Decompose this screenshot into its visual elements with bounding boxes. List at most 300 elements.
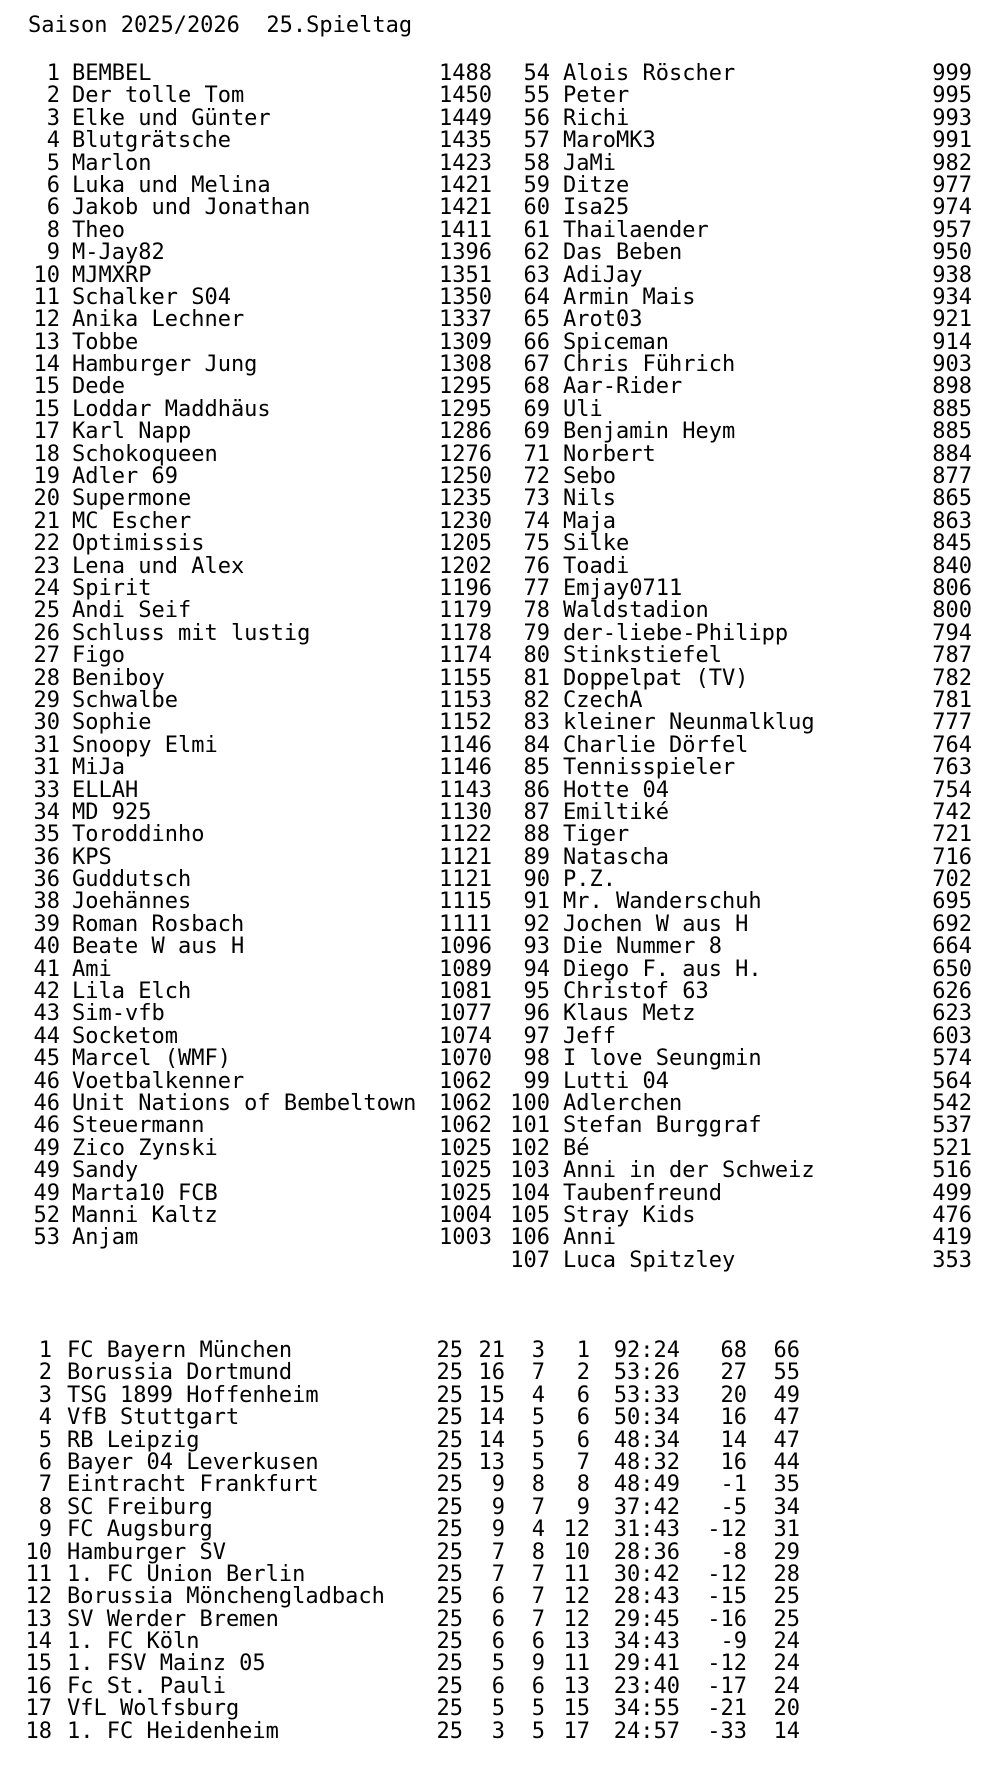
player-rank: 58	[523, 150, 550, 176]
player-rank: 9	[46, 240, 60, 266]
player-name: Beniboy	[72, 665, 165, 691]
player-score: 777	[932, 710, 972, 736]
team-rank: 9	[38, 1517, 52, 1543]
player-score: 840	[932, 553, 972, 579]
player-name: Snoopy Elmi	[72, 732, 218, 758]
standings-row	[503, 242, 1006, 264]
player-rank: 45	[33, 1046, 60, 1072]
player-score: 721	[932, 822, 972, 848]
player-name: M-Jay82	[72, 240, 165, 266]
player-score: 950	[932, 240, 972, 266]
player-rank: 30	[33, 710, 60, 736]
player-score: 800	[932, 598, 972, 624]
player-name: Sebo	[563, 464, 616, 490]
player-score: 863	[932, 508, 972, 534]
player-score: 885	[932, 396, 972, 422]
standings-row	[0, 732, 503, 758]
player-rank: 64	[523, 284, 550, 310]
standings-row	[503, 687, 1006, 713]
player-rank: 31	[33, 755, 60, 781]
player-rank: 93	[523, 934, 550, 960]
team-goal-diff: -16	[707, 1606, 747, 1632]
player-score: 692	[932, 911, 972, 937]
team-goal-diff: -17	[707, 1673, 747, 1699]
player-name: Isa25	[563, 195, 630, 221]
team-draws: 5	[531, 1718, 545, 1744]
player-name: Ami	[72, 956, 112, 982]
standings-row	[0, 329, 503, 355]
standings-row	[0, 1090, 503, 1116]
player-rank: 99	[523, 1068, 550, 1094]
player-score: 1435	[439, 128, 492, 154]
standings-row	[0, 1135, 503, 1161]
player-score: 885	[932, 419, 972, 445]
player-score: 1004	[439, 1202, 492, 1228]
team-points: 28	[773, 1561, 800, 1587]
player-rank: 85	[523, 755, 550, 781]
team-draws: 4	[531, 1517, 545, 1543]
team-losses: 6	[576, 1382, 590, 1408]
player-name: AdiJay	[563, 262, 643, 288]
player-name: Spiceman	[563, 329, 669, 355]
player-score: 754	[932, 777, 972, 803]
player-score: 1077	[439, 1001, 492, 1027]
player-rank: 87	[523, 799, 550, 825]
standings-row	[0, 354, 503, 376]
team-goal-diff: -12	[707, 1561, 747, 1587]
team-goal-diff: 16	[720, 1405, 747, 1431]
team-wins: 14	[478, 1405, 505, 1431]
player-rank: 25	[33, 598, 60, 624]
league-table-row	[0, 1449, 1006, 1475]
player-name: Anni in der Schweiz	[563, 1158, 815, 1184]
team-goal-diff: 16	[720, 1449, 747, 1475]
standings-row	[0, 824, 503, 846]
team-points: 35	[773, 1472, 800, 1498]
standings-row	[0, 1048, 503, 1070]
league-table-row	[0, 1382, 1006, 1408]
team-name: VfB Stuttgart	[67, 1405, 240, 1431]
player-rank: 101	[510, 1113, 550, 1139]
player-score: 537	[932, 1113, 972, 1139]
league-table-row	[0, 1606, 1006, 1632]
player-name: MiJa	[72, 755, 125, 781]
player-rank: 60	[523, 195, 550, 221]
team-name: Fc St. Pauli	[67, 1673, 226, 1699]
player-score: 781	[932, 687, 972, 713]
standings-row	[0, 799, 503, 825]
player-score: 1115	[439, 889, 492, 915]
team-goal-diff: -5	[720, 1494, 747, 1520]
standings-row	[503, 197, 1006, 219]
player-rank: 91	[523, 889, 550, 915]
player-score: 1062	[439, 1068, 492, 1094]
player-name: Elke und Günter	[72, 105, 271, 131]
player-score: 1081	[439, 979, 492, 1005]
player-rank: 69	[523, 419, 550, 445]
player-name: Marta10 FCB	[72, 1180, 218, 1206]
player-name: Peter	[563, 83, 630, 109]
player-name: Emjay0711	[563, 575, 683, 601]
player-name: Chris Führich	[563, 352, 736, 378]
team-goal-diff: -12	[707, 1517, 747, 1543]
player-name: Sophie	[72, 710, 152, 736]
player-score: 1411	[439, 217, 492, 243]
league-table-row	[0, 1718, 1006, 1744]
team-rank: 18	[25, 1718, 52, 1744]
player-rank: 46	[33, 1090, 60, 1116]
standings-row	[503, 63, 1006, 85]
team-points: 25	[773, 1606, 800, 1632]
player-rank: 17	[33, 419, 60, 445]
team-goal-diff: 68	[720, 1338, 747, 1363]
player-score: 1122	[439, 822, 492, 848]
player-name: Loddar Maddhäus	[72, 396, 271, 422]
team-name: Borussia Mönchengladbach	[67, 1584, 385, 1610]
team-losses: 12	[563, 1606, 590, 1632]
league-table-row	[0, 1427, 1006, 1453]
player-name: Diego F. aus H.	[563, 956, 762, 982]
player-score: 787	[932, 643, 972, 669]
standings-row	[503, 130, 1006, 152]
standings-row	[0, 891, 503, 913]
player-rank: 27	[33, 643, 60, 669]
team-name: FC Augsburg	[67, 1517, 213, 1543]
player-score: 564	[932, 1068, 972, 1094]
player-score: 991	[932, 128, 972, 154]
team-games: 25	[436, 1338, 463, 1363]
player-name: Der tolle Tom	[72, 83, 245, 109]
player-rank: 95	[523, 979, 550, 1005]
team-losses: 6	[576, 1405, 590, 1431]
league-table-row	[0, 1586, 1006, 1608]
standings-row	[0, 1023, 503, 1049]
player-score: 884	[932, 441, 972, 467]
standings-row	[0, 712, 503, 734]
team-name: SC Freiburg	[67, 1494, 213, 1520]
standings-row	[503, 1048, 1006, 1070]
player-name: Maja	[563, 508, 616, 534]
team-draws: 7	[531, 1606, 545, 1632]
player-name: Tiger	[563, 822, 630, 848]
team-name: VfL Wolfsburg	[67, 1696, 240, 1722]
standings-row	[0, 981, 503, 1003]
team-name: Borussia Dortmund	[67, 1360, 293, 1386]
player-name: Optimissis	[72, 531, 205, 557]
team-wins: 7	[491, 1561, 505, 1587]
standings-row	[0, 217, 503, 243]
team-goal-diff: -33	[707, 1718, 747, 1744]
player-name: MD 925	[72, 799, 152, 825]
player-rank: 75	[523, 531, 550, 557]
standings-row	[503, 1135, 1006, 1161]
team-games: 25	[436, 1673, 463, 1699]
standings-row	[503, 466, 1006, 488]
player-rank: 102	[510, 1135, 550, 1161]
team-draws: 7	[531, 1584, 545, 1610]
standings-row	[0, 553, 503, 579]
player-score: 574	[932, 1046, 972, 1072]
player-score: 1202	[439, 553, 492, 579]
team-losses: 9	[576, 1494, 590, 1520]
player-name: Schwalbe	[72, 687, 178, 713]
player-rank: 49	[33, 1180, 60, 1206]
player-rank: 67	[523, 352, 550, 378]
player-name: MaroMK3	[563, 128, 656, 154]
player-rank: 103	[510, 1158, 550, 1184]
player-name: MC Escher	[72, 508, 192, 534]
player-name: Mr. Wanderschuh	[563, 889, 762, 915]
player-rank: 69	[523, 396, 550, 422]
standings-row	[503, 799, 1006, 825]
player-name: Jeff	[563, 1023, 616, 1049]
player-score: 742	[932, 799, 972, 825]
player-rank: 36	[33, 844, 60, 870]
player-rank: 59	[523, 172, 550, 198]
player-name: Adler 69	[72, 464, 178, 490]
standings-row	[503, 1247, 1006, 1273]
team-points: 44	[773, 1449, 800, 1475]
team-draws: 5	[531, 1696, 545, 1722]
team-name: TSG 1899 Hoffenheim	[67, 1382, 319, 1408]
player-name: Taubenfreund	[563, 1180, 722, 1206]
player-rank: 73	[523, 486, 550, 512]
standings-row	[503, 844, 1006, 870]
player-name: Nils	[563, 486, 616, 512]
standings-row	[503, 981, 1006, 1003]
player-rank: 62	[523, 240, 550, 266]
player-score: 977	[932, 172, 972, 198]
player-score: 1488	[439, 61, 492, 86]
league-table	[0, 1340, 1006, 1743]
standings-row	[503, 508, 1006, 534]
player-name: Roman Rosbach	[72, 911, 245, 937]
player-score: 1025	[439, 1158, 492, 1184]
player-rank: 97	[523, 1023, 550, 1049]
player-score: 1130	[439, 799, 492, 825]
team-name: Hamburger SV	[67, 1539, 226, 1565]
player-score: 695	[932, 889, 972, 915]
league-table-row	[0, 1561, 1006, 1587]
player-name: Spirit	[72, 575, 152, 601]
player-name: Jakob und Jonathan	[72, 195, 311, 221]
player-score: 993	[932, 105, 972, 131]
player-score: 982	[932, 150, 972, 176]
standings-row	[0, 262, 503, 288]
standings-row	[503, 712, 1006, 734]
player-score: 516	[932, 1158, 972, 1184]
team-rank: 13	[25, 1606, 52, 1632]
standings-row	[503, 488, 1006, 510]
player-rank: 79	[523, 620, 550, 646]
team-draws: 9	[531, 1651, 545, 1677]
player-rank: 52	[33, 1202, 60, 1228]
player-rank: 81	[523, 665, 550, 691]
player-name: Christof 63	[563, 979, 709, 1005]
standings-row	[0, 197, 503, 219]
team-name: Eintracht Frankfurt	[67, 1472, 319, 1498]
player-rank: 74	[523, 508, 550, 534]
player-name: Jochen W aus H	[563, 911, 749, 937]
team-games: 25	[436, 1427, 463, 1453]
team-losses: 11	[563, 1561, 590, 1587]
standings-row	[503, 1160, 1006, 1182]
player-name: Joehännes	[72, 889, 192, 915]
standings-row	[0, 1003, 503, 1025]
player-name: Anjam	[72, 1225, 139, 1251]
standings-row	[503, 911, 1006, 937]
player-name: Adlerchen	[563, 1090, 683, 1116]
standings-row	[503, 172, 1006, 198]
team-losses: 17	[563, 1718, 590, 1744]
team-games: 25	[436, 1629, 463, 1655]
standings-row	[0, 63, 503, 85]
team-draws: 7	[531, 1494, 545, 1520]
team-points: 47	[773, 1405, 800, 1431]
standings-row	[503, 600, 1006, 622]
standings-row	[503, 1068, 1006, 1094]
player-score: 974	[932, 195, 972, 221]
player-score: 999	[932, 61, 972, 86]
player-name: Klaus Metz	[563, 1001, 696, 1027]
player-name: Sim-vfb	[72, 1001, 165, 1027]
player-score: 877	[932, 464, 972, 490]
player-rank: 20	[33, 486, 60, 512]
standings-row	[0, 600, 503, 622]
player-name: Lutti 04	[563, 1068, 669, 1094]
player-score: 1295	[439, 396, 492, 422]
player-rank: 96	[523, 1001, 550, 1027]
standings-row	[0, 85, 503, 107]
team-points: 29	[773, 1539, 800, 1565]
player-name: Schokoqueen	[72, 441, 218, 467]
standings-row	[503, 1115, 1006, 1137]
standings-left-column	[0, 63, 503, 1250]
team-goal-diff: 14	[720, 1427, 747, 1453]
player-name: Blutgrätsche	[72, 128, 231, 154]
team-wins: 16	[478, 1360, 505, 1386]
standings-row	[0, 242, 503, 264]
player-score: 1205	[439, 531, 492, 557]
team-wins: 14	[478, 1427, 505, 1453]
player-name: P.Z.	[563, 867, 616, 893]
team-games: 25	[436, 1449, 463, 1475]
player-rank: 42	[33, 979, 60, 1005]
standings-row	[0, 665, 503, 691]
player-score: 763	[932, 755, 972, 781]
player-name: BEMBEL	[72, 61, 152, 86]
player-name: ELLAH	[72, 777, 139, 803]
standings-row	[503, 824, 1006, 846]
standings-row	[503, 309, 1006, 331]
player-rank: 83	[523, 710, 550, 736]
team-games: 25	[436, 1539, 463, 1565]
player-rank: 61	[523, 217, 550, 243]
team-points: 25	[773, 1584, 800, 1610]
player-score: 782	[932, 665, 972, 691]
team-losses: 7	[576, 1449, 590, 1475]
standings-row	[0, 130, 503, 152]
player-name: Schluss mit lustig	[72, 620, 311, 646]
player-name: Benjamin Heym	[563, 419, 736, 445]
team-games: 25	[436, 1382, 463, 1408]
player-score: 1096	[439, 934, 492, 960]
team-wins: 7	[491, 1539, 505, 1565]
player-score: 1152	[439, 710, 492, 736]
player-rank: 104	[510, 1180, 550, 1206]
player-name: Zico Zynski	[72, 1135, 218, 1161]
player-rank: 49	[33, 1158, 60, 1184]
team-wins: 15	[478, 1382, 505, 1408]
player-name: Voetbalkenner	[72, 1068, 245, 1094]
standings-row	[503, 284, 1006, 310]
player-name: Ditze	[563, 172, 630, 198]
player-score: 650	[932, 956, 972, 982]
team-points: 34	[773, 1494, 800, 1520]
standings-row	[0, 284, 503, 310]
player-name: Guddutsch	[72, 867, 192, 893]
standings-row	[503, 869, 1006, 891]
player-rank: 39	[33, 911, 60, 937]
team-wins: 9	[491, 1517, 505, 1543]
standings-row	[503, 757, 1006, 779]
league-table-row	[0, 1653, 1006, 1675]
league-table-row	[0, 1519, 1006, 1541]
standings-row	[0, 1115, 503, 1137]
team-games: 25	[436, 1517, 463, 1543]
player-rank: 18	[33, 441, 60, 467]
standings-row	[0, 1202, 503, 1228]
player-score: 794	[932, 620, 972, 646]
team-goals: 30:42	[613, 1561, 680, 1587]
player-rank: 105	[510, 1202, 550, 1228]
player-name: Karl Napp	[72, 419, 192, 445]
player-name: Luka und Melina	[72, 172, 271, 198]
player-rank: 6	[46, 195, 60, 221]
player-score: 1070	[439, 1046, 492, 1072]
standings-row	[503, 217, 1006, 243]
player-score: 1351	[439, 262, 492, 288]
league-table-row	[0, 1673, 1006, 1699]
team-draws: 5	[531, 1449, 545, 1475]
team-name: 1. FC Union Berlin	[67, 1561, 306, 1587]
team-points: 47	[773, 1427, 800, 1453]
player-rank: 63	[523, 262, 550, 288]
player-name: Lena und Alex	[72, 553, 245, 579]
team-wins: 6	[491, 1606, 505, 1632]
standings-row	[503, 421, 1006, 443]
team-goals: 34:43	[613, 1629, 680, 1655]
player-name: Uli	[563, 396, 603, 422]
player-score: 542	[932, 1090, 972, 1116]
team-rank: 7	[38, 1472, 52, 1498]
player-name: Die Nummer 8	[563, 934, 722, 960]
player-name: Lila Elch	[72, 979, 192, 1005]
player-score: 1121	[439, 867, 492, 893]
standings-row	[0, 911, 503, 937]
standings-row	[0, 757, 503, 779]
player-name: Waldstadion	[563, 598, 709, 624]
player-rank: 68	[523, 374, 550, 400]
standings-row	[503, 732, 1006, 758]
team-rank: 2	[38, 1360, 52, 1386]
player-name: JaMi	[563, 150, 616, 176]
team-wins: 5	[491, 1651, 505, 1677]
player-score: 1062	[439, 1113, 492, 1139]
player-score: 664	[932, 934, 972, 960]
player-name: CzechA	[563, 687, 643, 713]
player-score: 603	[932, 1023, 972, 1049]
